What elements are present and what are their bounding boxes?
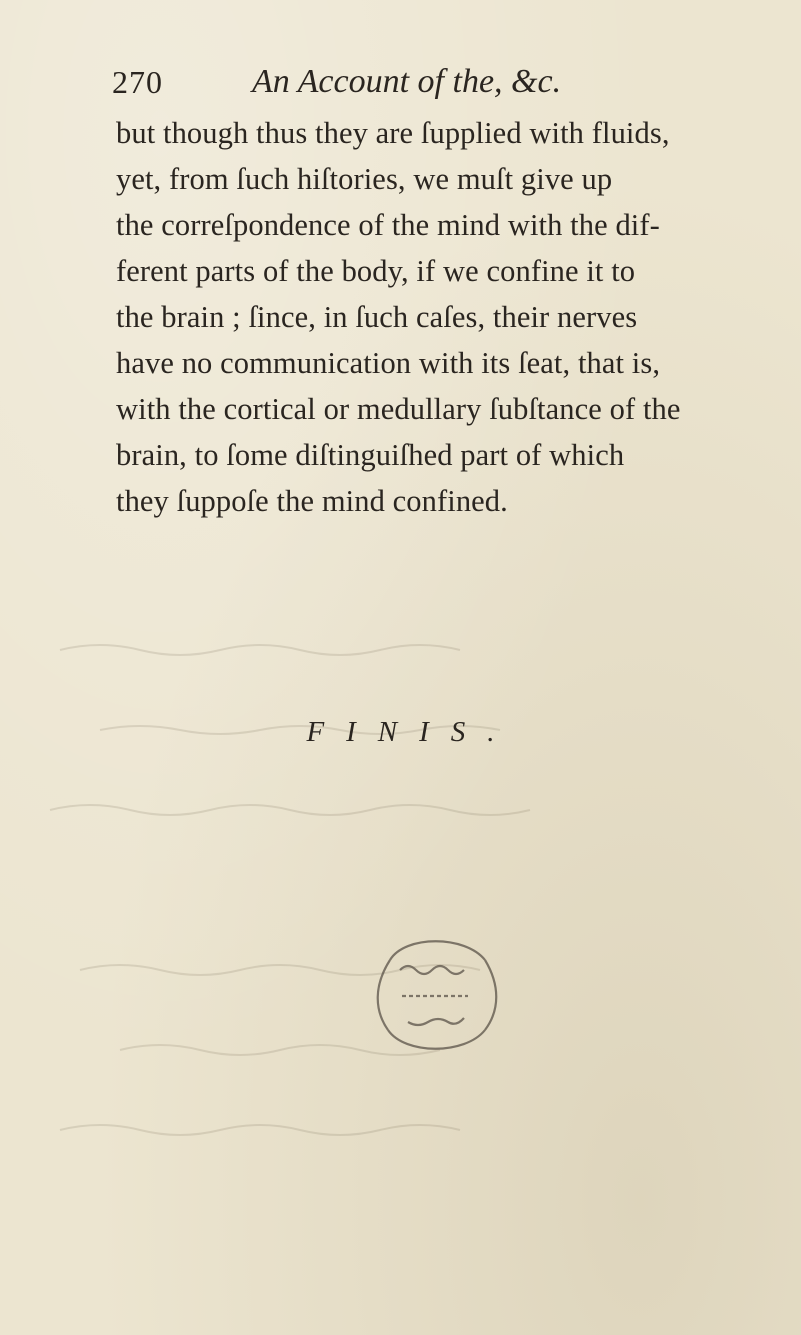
running-title: An Account of the, &c. <box>252 63 562 100</box>
text-line: brain, to ſome diſtinguiſhed part of which <box>116 438 625 472</box>
text-line: ferent parts of the body, if we confine it to <box>116 254 636 288</box>
library-stamp-icon <box>360 930 510 1060</box>
text-line: with the cortical or medullary ſubſtance of the <box>116 392 681 426</box>
text-line: the correſpondence of the mind with the dif- <box>116 208 660 242</box>
text-line: they ſuppoſe the mind confined. <box>116 484 508 518</box>
text-line: the brain ; ſince, in ſuch caſes, their nerves <box>116 300 638 334</box>
text-line: have no communication with its ſeat, that is, <box>116 346 661 380</box>
body-text <box>116 110 716 524</box>
running-head <box>112 62 732 102</box>
text-line: but though thus they are ſupplied with fluids, <box>116 116 670 150</box>
page-number: 270 <box>112 64 163 100</box>
finis-heading: FINIS. <box>306 716 517 748</box>
text-line: yet, from ſuch hiſtories, we muſt give up <box>116 162 613 196</box>
